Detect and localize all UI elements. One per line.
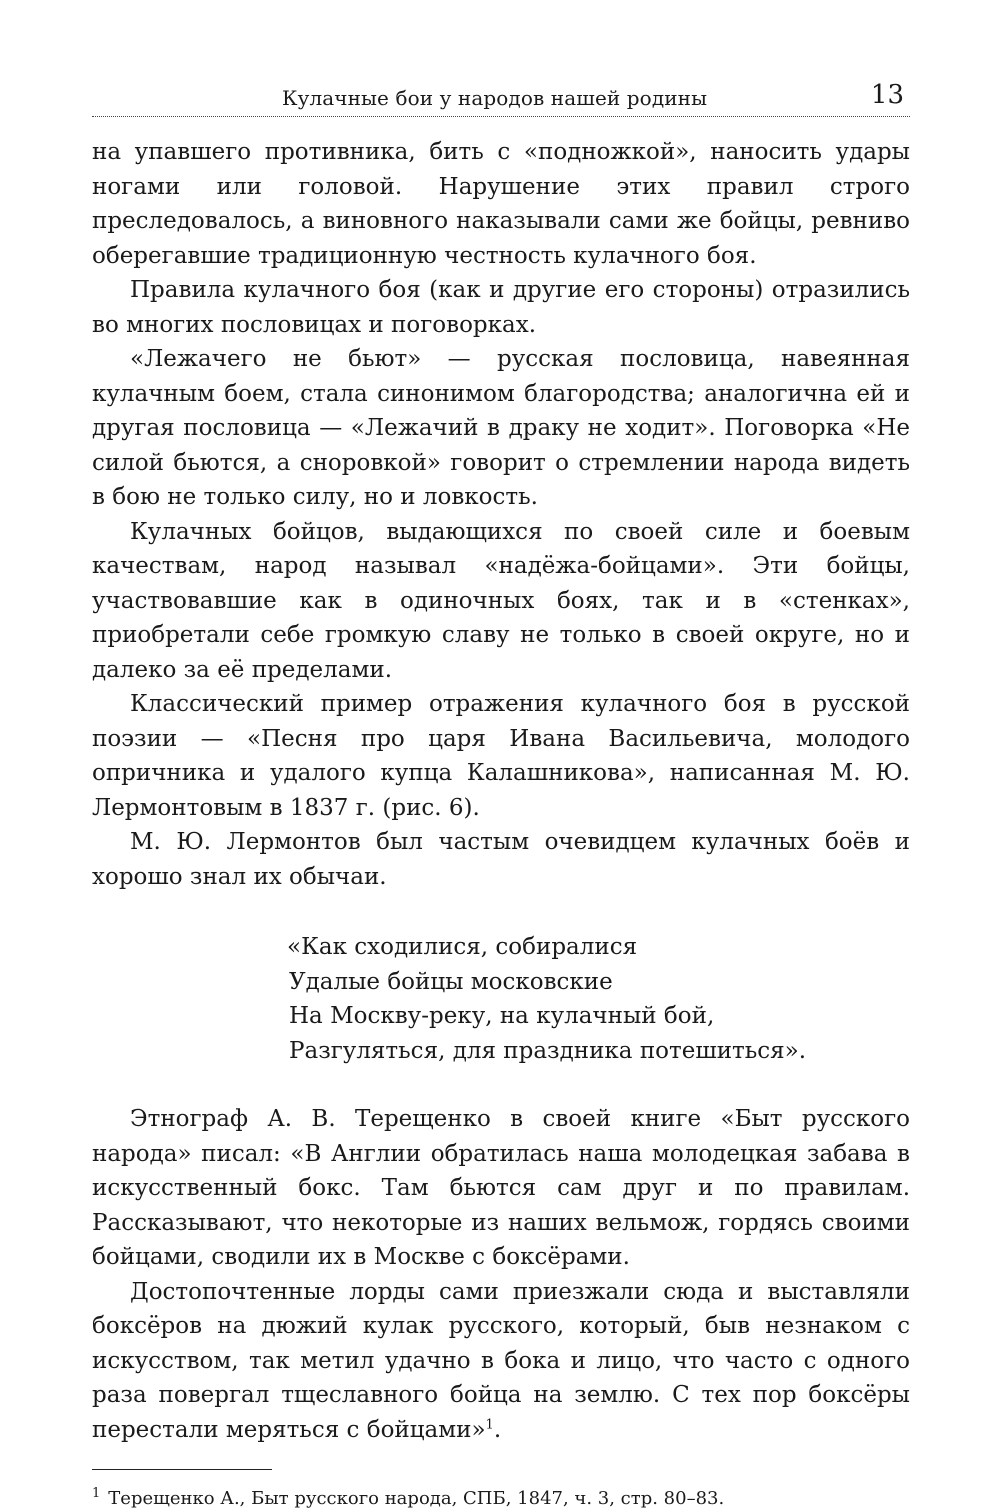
footnote <box>92 1486 910 1512</box>
paragraph: «Лежачего не бьют» — русская пословица, навеянная кулачным боем, стала синонимом благородства; аналогична ей и другая пословица — «Лежачий в драку не ходит». Поговорка «Не силой бьются, а сноровкой» говорит о стремлении народа видеть в бою не только силу, но и ловкость. <box>92 346 910 510</box>
running-head <box>92 70 910 117</box>
page-number: 13 <box>870 80 904 110</box>
verse-line: На Москву-реку, на кулачный бой, <box>289 1003 715 1029</box>
paragraph: на упавшего противника, бить с «подножкой», наносить удары ногами или головой. Нарушение этих правил строго преследовалось, а виновного наказывали сами же бойцы, ревниво оберегавшие традиционную честность кулачного боя. <box>92 139 910 269</box>
paragraph: М. Ю. Лермонтов был частым очевидцем кулачных боёв и хорошо знал их обычаи. <box>92 829 910 890</box>
footnote-text: Терещенко А., Быт русского народа, СПБ, 1847, ч. 3, стр. 80–83. <box>108 1488 725 1509</box>
footnote-divider <box>92 1469 272 1470</box>
paragraph: Этнограф А. В. Терещенко в своей книге «Быт русского народа» писал: «В Англии обратилась наша молодецкая забава в искусственный бокс. Там бьются сам друг и по правилам. Рассказывают, что некоторые из наших вельмож, гордясь своими бойцами, сводили их в Москве с боксёрами. <box>92 1106 910 1270</box>
running-title: Кулачные бои у народов нашей родины <box>282 86 708 110</box>
verse-quote <box>287 930 910 1068</box>
footnote-marker: 1 <box>92 1486 101 1501</box>
book-page <box>92 70 910 1512</box>
body-text <box>92 135 910 1447</box>
paragraph: Правила кулачного боя (как и другие его стороны) отразились во многих пословицах и поговорках. <box>92 277 910 338</box>
footnote-reference[interactable]: 1 <box>485 1416 494 1432</box>
verse-line: Разгуляться, для праздника потешиться». <box>289 1037 807 1064</box>
paragraph: Достопочтенные лорды сами приезжали сюда и выставляли боксёров на дюжий кулак русского, который, быв незнаком с искусством, так метил удачно в бока и лицо, что часто с одного раза повергал тщеславного бойца на землю. С тех пор боксёры перестали меряться с бойцами»$^1$. <box>92 1278 910 1443</box>
verse-line: «Как сходилися, собиралися <box>287 934 638 960</box>
paragraph: Кулачных бойцов, выдающихся по своей силе и боевым качествам, народ называл «надёжа-бойцами». Эти бойцы, участвовавшие как в одиночных боях, так и в «стенках», приобретали себе громкую славу не только в своей округе, но и далеко за её пределами. <box>92 518 910 683</box>
verse-line: Удалые бойцы московские <box>289 968 613 995</box>
paragraph: Классический пример отражения кулачного боя в русской поэзии — «Песня про царя Ивана Васильевича, молодого опричника и удалого купца Калашникова», написанная М. Ю. Лермонтовым в 1837 г. (рис. 6). <box>92 691 910 821</box>
paragraph-text: Достопочтенные лорды сами приезжали сюда и выставляли боксёров на дюжий кулак русского, который, быв незнаком с искусством, так метил удачно в бока и лицо, что часто с одного раза повергал тщеславного бойца на землю. С тех пор боксёры перестали меряться с бойцами» <box>92 1278 910 1443</box>
